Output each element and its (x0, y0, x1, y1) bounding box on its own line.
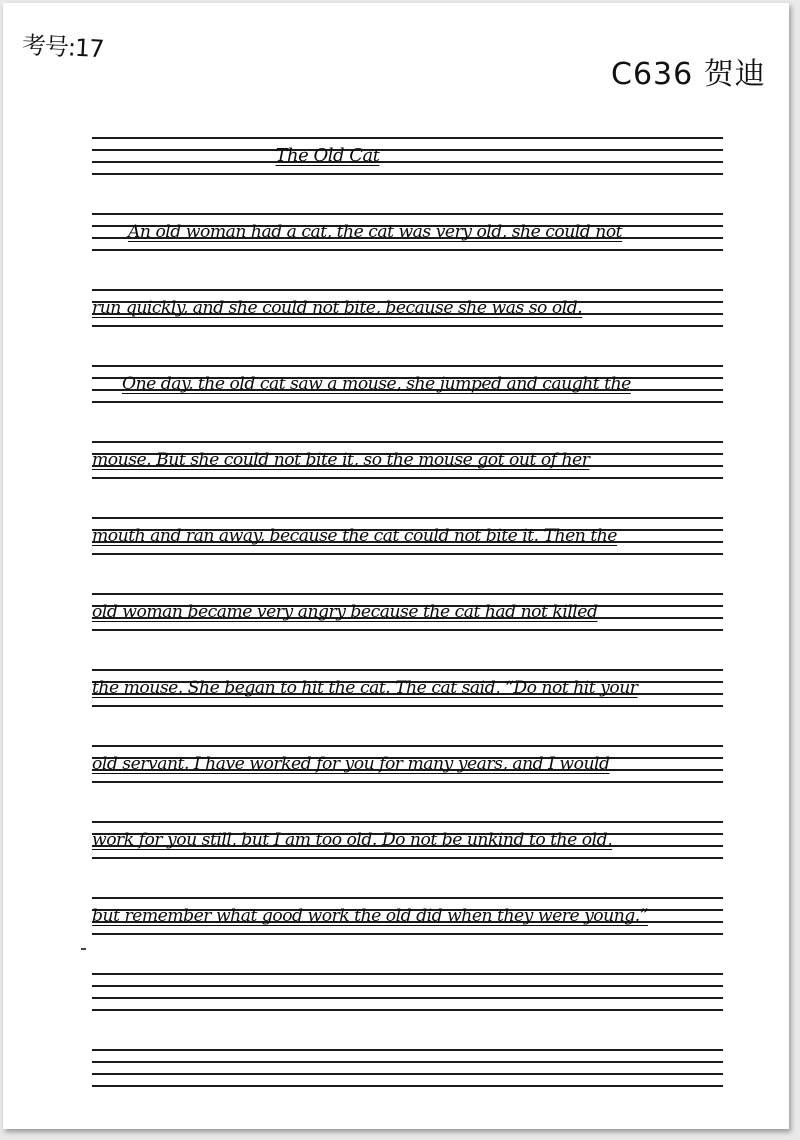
writing-staff (92, 821, 723, 857)
writing-staff (92, 745, 723, 781)
writing-staff (92, 289, 723, 325)
exam-number: 考号:17 (21, 30, 105, 64)
writing-staff (92, 897, 723, 933)
writing-staff-empty (92, 1049, 723, 1085)
answer-sheet (3, 3, 789, 1129)
essay-line: mouth and ran away, because the cat could not bite it. Then the (92, 526, 617, 546)
writing-staff (92, 517, 723, 553)
class-and-name: C636 贺迪 (611, 57, 766, 92)
essay-line: An old woman had a cat, the cat was very old, she could not (128, 222, 623, 242)
writing-staff (92, 441, 723, 477)
writing-staff (92, 669, 723, 705)
essay-line: old servant. I have worked for you for many years, and I would (92, 754, 610, 774)
writing-staff (92, 593, 723, 629)
essay-line: mouse. But she could not bite it, so the mouse got out of her (92, 450, 590, 470)
essay-line: the mouse. She began to hit the cat. The cat said, “Do not hit your (92, 678, 638, 698)
writing-staff-empty (92, 973, 723, 1009)
essay-title: The Old Cat (275, 145, 380, 166)
writing-staff-title (92, 137, 723, 173)
essay-line: One day, the old cat saw a mouse, she jumped and caught the (122, 374, 631, 394)
essay-line: work for you still, but I am too old. Do not be unkind to the old, (92, 830, 613, 850)
essay-line: but remember what good work the old did when they were young.” (92, 906, 649, 926)
essay-line: old woman became very angry because the cat had not killed (92, 602, 598, 622)
essay-line: run quickly, and she could not bite, because she was so old. (92, 298, 583, 318)
writing-staff (92, 213, 723, 249)
pen-mark (81, 948, 86, 950)
writing-staff (92, 365, 723, 401)
